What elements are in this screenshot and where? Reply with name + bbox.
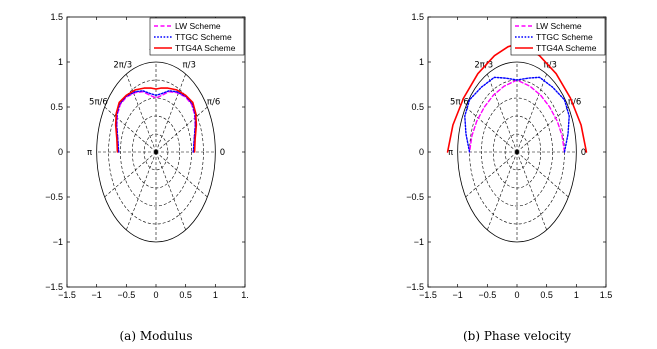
polar-grid-spoke [156,107,207,152]
polar-angle-label: π/6 [567,97,582,108]
polar-grid-spoke [487,152,517,230]
polar-grid-spoke [156,152,186,230]
polar-grid-spoke [105,107,156,152]
polar-origin-dot [515,150,519,154]
polar-angle-label: π [447,148,454,158]
x-tick-label: −0.5 [117,290,136,300]
x-tick-label: 1. [241,290,249,300]
legend-label: TTG4A Scheme [175,43,236,53]
y-tick-label: −1.5 [45,282,63,292]
polar-angle-label: π [86,148,93,158]
legend-label: LW Scheme [175,21,221,31]
y-tick-label: 1 [57,57,63,67]
x-tick-label: 0 [153,290,159,300]
x-tick-label: 1 [212,290,218,300]
polar-grid-spoke [517,152,568,197]
x-tick-label: −1 [91,290,102,300]
polar-grid-spoke [487,74,517,152]
polar-angle-label: π/3 [543,60,557,71]
x-tick-label: 1.5 [599,290,613,300]
polar-angle-label: 0 [580,148,587,158]
polar-grid-spoke [126,74,156,152]
x-tick-label: 0.5 [179,290,192,300]
panel-modulus [45,12,249,343]
polar-grid-spoke [105,152,156,197]
y-tick-label: 0.5 [411,102,424,112]
polar-angle-label: 0 [219,148,226,158]
polar-grid [458,62,577,242]
polar-angle-label: 2π/3 [113,60,133,71]
polar-angle-label: 5π/6 [89,97,108,108]
y-tick-label: −1.5 [406,282,424,292]
x-tick-label: 1 [573,290,579,300]
legend-label: LW Scheme [536,21,582,31]
polar-angle-label: 2π/3 [474,60,494,71]
panel-phase-velocity [406,12,612,343]
x-tick-label: −1 [452,290,463,300]
y-tick-label: −0.5 [45,192,63,202]
y-tick-label: 0.5 [50,102,63,112]
polar-grid-spoke [126,152,156,230]
y-tick-label: 0 [57,147,63,157]
y-tick-label: −1 [413,237,424,247]
caption-modulus: (a) Modulus [119,329,193,343]
legend-label: TTGC Scheme [536,32,593,42]
x-tick-label: −1.5 [58,290,76,300]
polar-grid-spoke [517,152,547,230]
y-tick-label: 0 [418,147,424,157]
legend [150,18,244,55]
polar-grid-spoke [466,152,517,197]
y-tick-label: 1.5 [50,12,63,22]
y-tick-label: −1 [52,237,63,247]
polar-grid-spoke [156,152,207,197]
legend-label: TTGC Scheme [175,32,232,42]
y-tick-label: 1 [418,57,424,67]
polar-origin-dot [154,150,158,154]
x-tick-label: 0 [514,290,520,300]
y-tick-label: 1.5 [411,12,424,22]
x-tick-label: 0.5 [540,290,553,300]
polar-grid-spoke [517,74,547,152]
legend [511,18,605,55]
caption-phase-velocity: (b) Phase velocity [463,329,571,343]
polar-angle-label: π/3 [182,60,196,71]
x-tick-label: −1.5 [419,290,437,300]
polar-grid-spoke [156,74,186,152]
y-tick-label: −0.5 [406,192,424,202]
legend-label: TTG4A Scheme [536,43,597,53]
polar-angle-label: π/6 [206,97,221,108]
x-tick-label: −0.5 [478,290,497,300]
polar-angle-label: 5π/6 [450,97,469,108]
